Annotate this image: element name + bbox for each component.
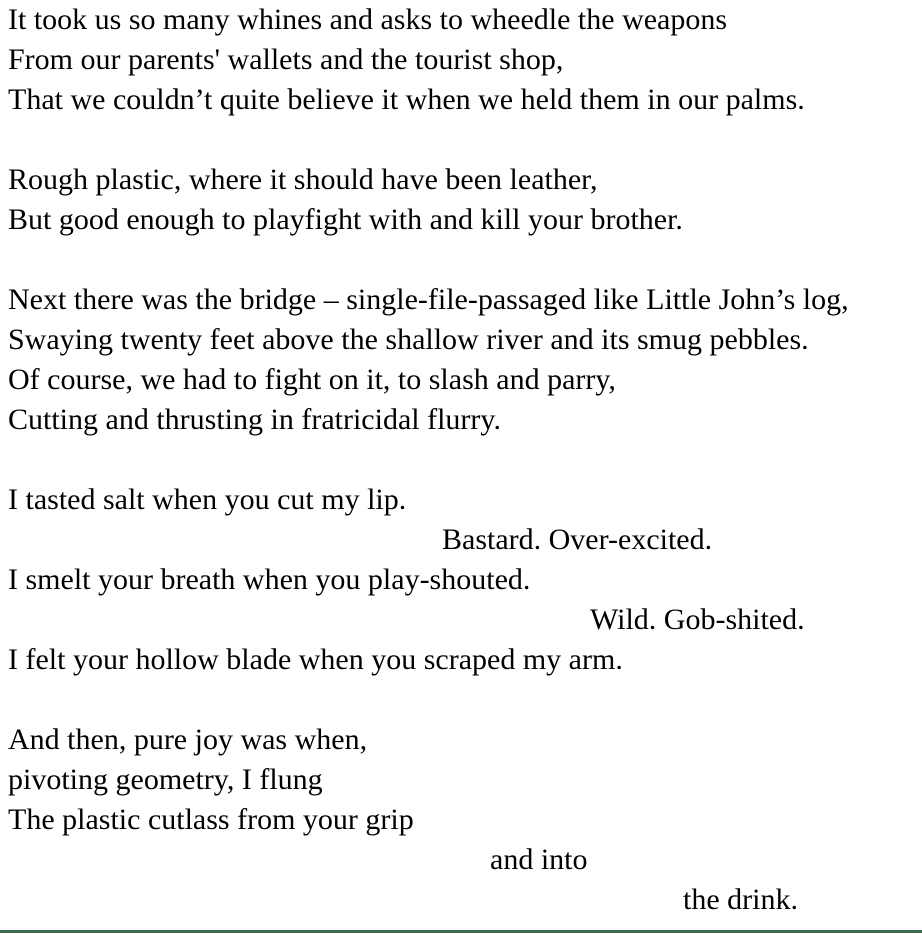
- poem-line: That we couldn’t quite believe it when we held them in our palms.: [8, 83, 805, 116]
- poem-line-indented: Bastard. Over-excited.: [442, 523, 713, 556]
- poem-line: pivoting geometry, I flung: [8, 763, 323, 796]
- stanza-3: [8, 280, 916, 440]
- poem-line: Cutting and thrusting in fratricidal flurry.: [8, 403, 501, 436]
- poem-line: I felt your hollow blade when you scraped my arm.: [8, 643, 623, 676]
- poem-line: But good enough to playfight with and kill your brother.: [8, 203, 683, 236]
- poem-line: The plastic cutlass from your grip: [8, 803, 414, 836]
- poem-line-indented: the drink.: [683, 883, 798, 916]
- poem-line: It took us so many whines and asks to wheedle the weapons: [8, 3, 728, 36]
- stanza-4: [8, 480, 916, 680]
- poem-line: From our parents' wallets and the tourist shop,: [8, 43, 564, 76]
- bottom-rule-divider: [0, 930, 922, 933]
- poem-line: I tasted salt when you cut my lip.: [8, 483, 407, 516]
- poem-line: Next there was the bridge – single-file-passaged like Little John’s log,: [8, 283, 849, 316]
- stanza-2: [8, 160, 916, 240]
- poem-line-indented: and into: [490, 843, 588, 876]
- poem-line-indented: Wild. Gob-shited.: [590, 603, 805, 636]
- poem-line: Swaying twenty feet above the shallow river and its smug pebbles.: [8, 323, 809, 356]
- poem-line: And then, pure joy was when,: [8, 723, 368, 756]
- stanza-5: [8, 720, 916, 920]
- poem-line: Rough plastic, where it should have been leather,: [8, 163, 598, 196]
- stanza-1: [8, 0, 916, 120]
- poem-line: I smelt your breath when you play-shouted.: [8, 563, 531, 596]
- poem-line: Of course, we had to fight on it, to slash and parry,: [8, 363, 616, 396]
